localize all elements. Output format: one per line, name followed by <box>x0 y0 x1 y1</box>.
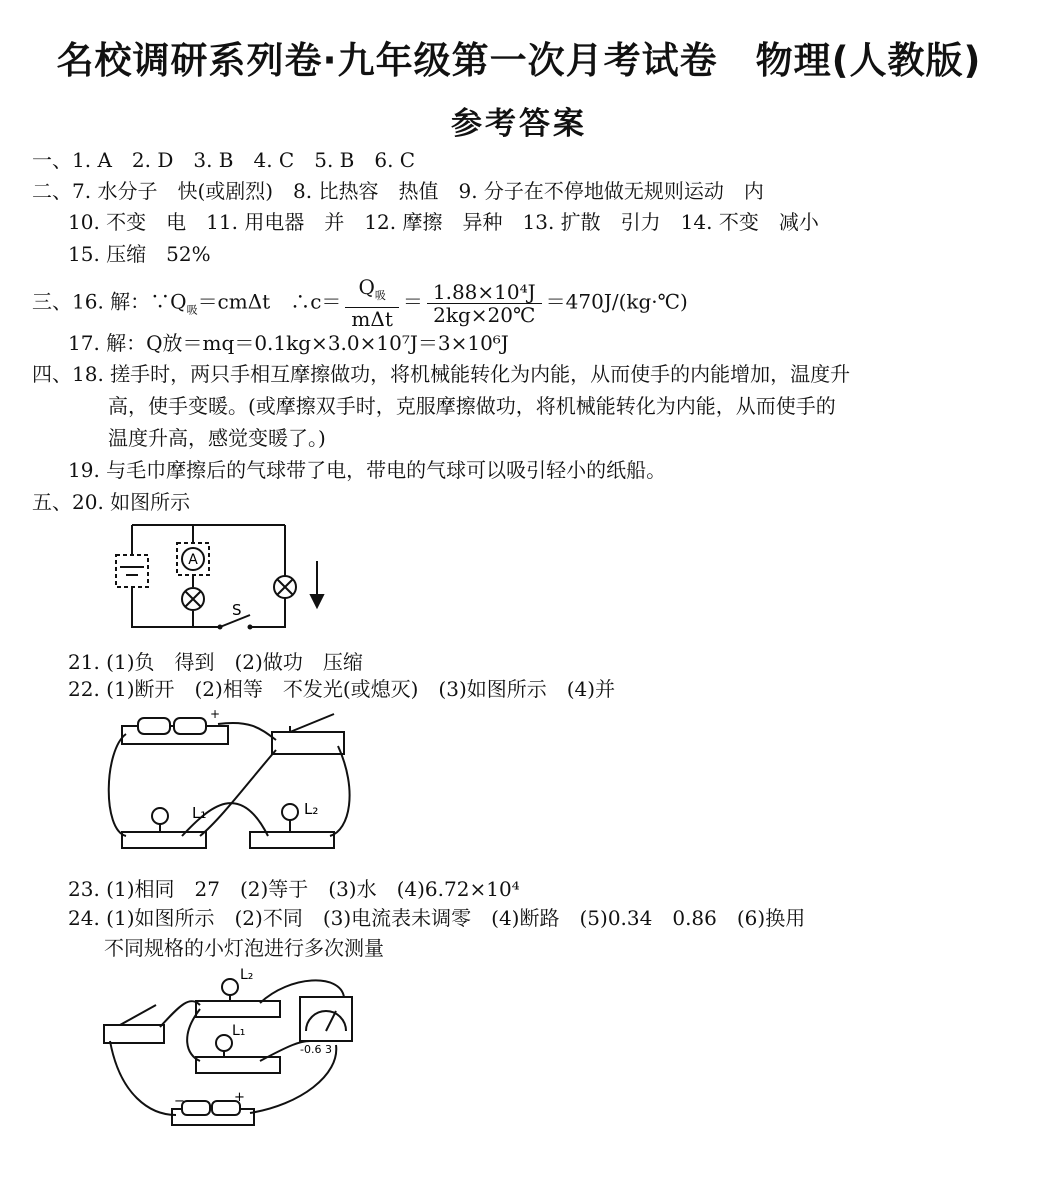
answer-18-line-2: 高，使手变暖。(或摩擦双手时，克服摩擦做功，将机械能转化为内能，从而使手的 <box>108 394 836 418</box>
plus-label: + <box>234 1090 245 1105</box>
lamp-2-base <box>196 1001 280 1017</box>
answer-17: 17. 解：Q放＝mq＝0.1kg×3.0×10⁷J＝3×10⁶J <box>68 331 509 355</box>
answer-22: 22. (1)断开 (2)相等 不发光(或熄灭) (3)如图所示 (4)并 <box>68 677 616 701</box>
lamp-1-base <box>196 1057 280 1073</box>
minus-label: − <box>174 1094 185 1109</box>
document-title: 名校调研系列卷·九年级第一次月考试卷 物理(人教版) <box>56 39 982 82</box>
lamp-2-base <box>250 832 334 848</box>
q16-den2: 2kg×20℃ <box>433 302 536 327</box>
answer-19: 19. 与毛巾摩擦后的气球带了电，带电的气球可以吸引轻小的纸船。 <box>68 458 667 482</box>
switch-base <box>272 732 344 754</box>
ammeter-terminals: -0.6 3 <box>300 1043 332 1056</box>
answer-20: 五、20. 如图所示 <box>32 490 191 514</box>
lamp-2-label: L₂ <box>240 967 254 983</box>
answer-23: 23. (1)相同 27 (2)等于 (3)水 (4)6.72×10⁴ <box>68 877 520 901</box>
lamp-1-label: L₁ <box>192 804 207 822</box>
q16-sub: 吸 <box>186 303 198 317</box>
answer-16 <box>32 276 688 330</box>
document-subtitle: 参考答案 <box>451 106 587 142</box>
answer-24-line-2: 不同规格的小灯泡进行多次测量 <box>104 936 384 960</box>
wiring-diagram-22 <box>100 707 360 860</box>
lamp-symbol <box>182 588 204 610</box>
q16-num2: 1.88×10⁴J <box>427 281 542 304</box>
q16-mid: ＝cmΔt ∴c＝ <box>197 289 342 314</box>
answer-21: 21. (1)负 得到 (2)做功 压缩 <box>68 650 363 674</box>
answer-18-line-3: 温度升高，感觉变暖了。) <box>108 426 326 450</box>
lamp-symbol-right <box>274 576 296 598</box>
q16-fraction-2 <box>427 281 542 326</box>
lamp-1-label: L₁ <box>232 1023 246 1039</box>
q16-fraction-1 <box>345 276 398 330</box>
lamp-1-base <box>122 832 206 848</box>
answer-section-2-line-3: 15. 压缩 52% <box>68 242 211 266</box>
answer-section-2-line-2: 10. 不变 电 11. 用电器 并 12. 摩擦 异种 13. 扩散 引力 14. 不变 减小 <box>68 210 819 234</box>
lamp-2-label: L₂ <box>304 800 319 818</box>
q16-den: mΔt <box>351 307 393 331</box>
switch-base <box>104 1025 164 1043</box>
q16-num-sub: 吸 <box>374 289 386 302</box>
q16-prefix: 三、16. 解：∵Q <box>32 289 187 314</box>
answer-section-1: 一、1. A 2. D 3. B 4. C 5. B 6. C <box>32 148 416 172</box>
ammeter-device <box>300 997 352 1041</box>
wiring-diagram-24 <box>100 965 370 1130</box>
circuit-diagram-20 <box>100 515 340 635</box>
q16-result: ＝470J/(kg·℃) <box>545 289 688 314</box>
q16-num: Q <box>358 275 375 299</box>
answer-24-line-1: 24. (1)如图所示 (2)不同 (3)电流表未调零 (4)断路 (5)0.34 0.86 (6)换用 <box>68 906 806 930</box>
plus-label: + <box>210 707 221 721</box>
current-arrow <box>311 561 323 607</box>
answer-18-line-1: 四、18. 搓手时，两只手相互摩擦做功，将机械能转化为内能，从而使手的内能增加，温度升 <box>32 362 851 386</box>
answer-section-2-line-1: 二、7. 水分子 快(或剧烈) 8. 比热容 热值 9. 分子在不停地做无规则运动 内 <box>32 179 764 203</box>
ammeter-label: A <box>188 552 198 568</box>
q16-eq: ＝ <box>402 289 423 314</box>
switch-label: S <box>232 601 242 619</box>
